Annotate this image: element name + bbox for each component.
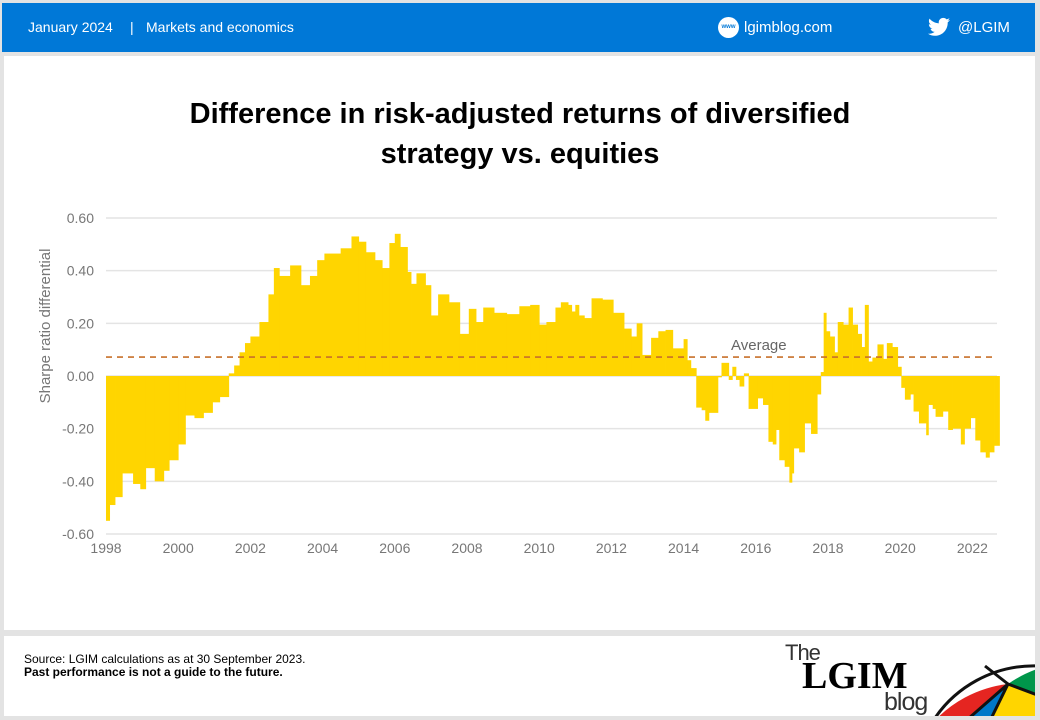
bar [389, 243, 395, 376]
bar [758, 376, 764, 398]
bar [838, 322, 844, 376]
bar [914, 376, 920, 412]
bar [407, 272, 411, 376]
x-tick-label: 2018 [812, 540, 844, 556]
bar [425, 285, 431, 376]
y-tick-label: -0.20 [62, 420, 94, 437]
bar [602, 300, 613, 376]
x-tick-label: 2002 [234, 540, 266, 556]
bar [133, 376, 141, 484]
bar [546, 322, 555, 376]
bar [862, 347, 866, 376]
bar [178, 376, 186, 444]
bar [892, 347, 898, 376]
bar [799, 376, 805, 452]
bar [317, 260, 325, 376]
bar [948, 376, 953, 430]
y-tick-label: 0.00 [66, 368, 94, 384]
bar [736, 376, 740, 380]
bar [212, 376, 220, 402]
bar [826, 331, 830, 376]
bar [691, 368, 697, 376]
bar [279, 276, 290, 376]
bar [919, 376, 927, 423]
bar [666, 330, 674, 376]
bar [849, 308, 853, 376]
twitter-handle-link[interactable]: @LGIM [958, 19, 1010, 36]
bar [460, 334, 469, 376]
y-axis-label: Sharpe ratio differential [37, 248, 54, 404]
bar [943, 376, 949, 412]
bar [980, 376, 986, 452]
bar [411, 284, 417, 376]
bar [868, 362, 872, 376]
bar [572, 311, 576, 376]
website-link[interactable]: lgimblog.com [744, 19, 833, 36]
bar [722, 363, 730, 376]
www-globe-icon: www [718, 17, 739, 38]
x-tick-label: 2022 [956, 540, 988, 556]
bar [449, 302, 460, 376]
bar [476, 322, 484, 376]
x-tick-label: 2004 [307, 540, 339, 556]
bar [234, 365, 240, 376]
source-note [24, 653, 306, 679]
bar [933, 376, 936, 409]
bar [240, 352, 246, 376]
y-tick-label: 0.60 [66, 210, 94, 227]
bar [718, 376, 722, 377]
bar [776, 376, 780, 430]
chart-title-line-1: Difference in risk-adjusted returns of diversified [189, 98, 851, 130]
bar [530, 305, 539, 376]
average-label: Average [731, 337, 787, 355]
bar [164, 376, 170, 471]
bar [763, 376, 769, 405]
bar [910, 376, 914, 394]
bar [898, 367, 902, 376]
bar [785, 376, 790, 467]
bar [416, 273, 425, 376]
bar [169, 376, 178, 460]
bar [901, 376, 905, 388]
umbrella-icon [780, 636, 1035, 716]
bar [259, 322, 268, 376]
bar [872, 358, 877, 376]
bar [789, 376, 792, 483]
bar [203, 376, 212, 413]
bar [568, 305, 572, 376]
bar [274, 268, 280, 376]
bar [821, 372, 824, 376]
bar [709, 376, 718, 413]
bar [310, 276, 318, 376]
bar [905, 376, 911, 400]
bar [817, 376, 821, 394]
bar [779, 376, 785, 460]
lgim-blog-logo: The LGIM blog [780, 636, 1035, 716]
bar [964, 376, 971, 429]
bar [673, 348, 684, 376]
x-tick-label: 2006 [379, 540, 411, 556]
x-tick-label: 2012 [595, 540, 627, 556]
bar [575, 305, 579, 376]
x-tick-label: 1998 [90, 540, 122, 556]
bar [883, 359, 887, 376]
bar [729, 376, 733, 380]
bar [749, 376, 758, 409]
bar [483, 308, 494, 376]
bar [986, 376, 990, 458]
bar [642, 355, 651, 376]
bar [110, 376, 116, 505]
bar [290, 265, 301, 376]
bar [555, 308, 561, 376]
bar [994, 376, 1000, 446]
bar [805, 376, 812, 423]
bar [811, 376, 818, 434]
bar [702, 376, 706, 410]
bar [375, 260, 383, 376]
bar [843, 325, 849, 376]
bar [140, 376, 146, 489]
bar [705, 376, 709, 421]
disclaimer-text: Past performance is not a guide to the future. [24, 665, 283, 679]
bar [865, 305, 869, 376]
bar [220, 376, 229, 397]
bar [469, 309, 477, 376]
bar [519, 306, 530, 376]
bar [613, 313, 624, 376]
bar [961, 376, 965, 444]
bar [579, 315, 585, 376]
bar [194, 376, 203, 418]
bar [853, 325, 858, 376]
bar [431, 315, 439, 376]
x-tick-label: 2010 [523, 540, 555, 556]
bar [507, 314, 520, 376]
bar [229, 373, 235, 376]
source-text: Source: LGIM calculations as at 30 September 2023. [24, 652, 306, 666]
bar [971, 376, 976, 418]
x-tick-label: 2008 [451, 540, 483, 556]
y-tick-label: -0.40 [62, 473, 94, 490]
bar [351, 236, 359, 376]
bar [382, 268, 390, 376]
bar [395, 234, 401, 376]
x-tick-label: 2000 [162, 540, 194, 556]
bar [185, 376, 194, 415]
y-tick-label: -0.60 [62, 525, 94, 542]
bar [696, 376, 702, 408]
bar [794, 376, 800, 448]
bar [928, 376, 933, 405]
header-category[interactable]: Markets and economics [146, 19, 294, 35]
bar [877, 344, 883, 376]
bar [824, 313, 827, 376]
bar [637, 323, 643, 376]
bar [989, 376, 994, 452]
bar [106, 376, 110, 521]
bar [887, 343, 893, 376]
y-tick-label: 0.40 [66, 262, 94, 279]
bar [740, 376, 745, 387]
x-tick-label: 2014 [668, 540, 700, 556]
bar [687, 360, 691, 376]
bar [953, 376, 962, 429]
header-separator: | [130, 19, 134, 35]
bar [155, 376, 164, 481]
bar [684, 339, 688, 376]
bar [773, 376, 777, 444]
bar [732, 367, 736, 376]
bar [768, 376, 773, 442]
bar [438, 294, 449, 376]
bar [744, 373, 749, 376]
bar [268, 294, 274, 376]
bar [494, 313, 507, 376]
bar [561, 302, 569, 376]
bar [146, 376, 155, 468]
bar [624, 329, 632, 376]
bar [359, 242, 367, 376]
bar [115, 376, 123, 497]
bar [584, 318, 592, 376]
bar [936, 376, 944, 417]
bar [592, 298, 603, 376]
header-date: January 2024 [28, 19, 113, 35]
bar [301, 285, 310, 376]
bar [834, 352, 838, 376]
y-tick-label: 0.20 [66, 315, 94, 332]
x-tick-label: 2016 [740, 540, 772, 556]
bar [245, 343, 251, 376]
bar [858, 334, 862, 376]
x-tick-label: 2020 [884, 540, 916, 556]
bar [539, 325, 547, 376]
bar [658, 331, 666, 376]
chart-title-line-2: strategy vs. equities [380, 138, 660, 170]
bar [975, 376, 980, 441]
bar [122, 376, 133, 473]
